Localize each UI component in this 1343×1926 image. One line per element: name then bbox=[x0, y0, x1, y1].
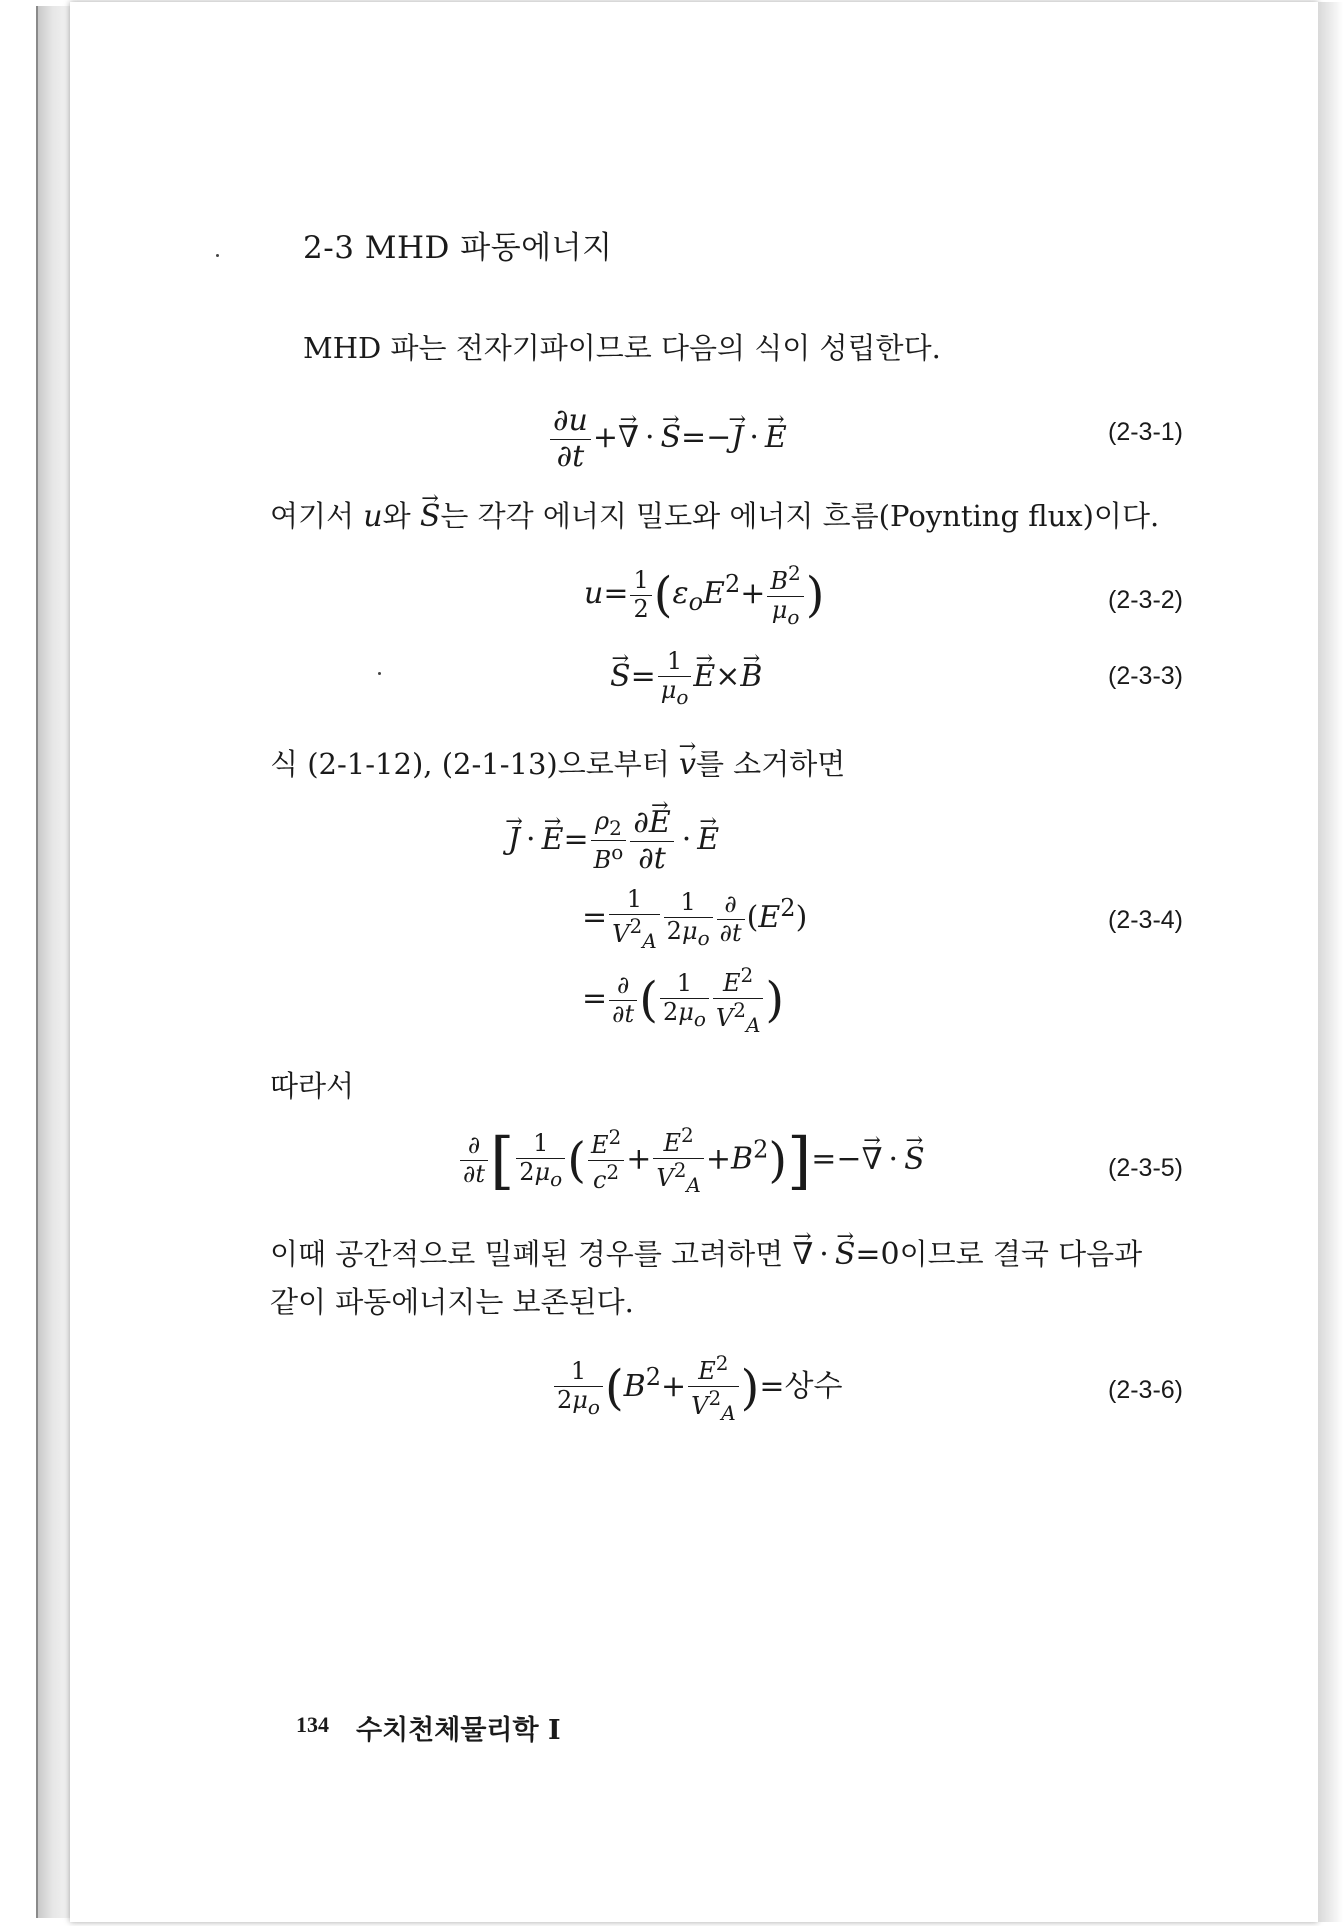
paragraph-closed-space bbox=[270, 1232, 1142, 1273]
book-page-edge bbox=[1318, 2, 1343, 1922]
section-title: 2-3 MHD 파동에너지 bbox=[303, 230, 613, 266]
text-fragment: 는 각각 에너지 밀도와 에너지 흐름(Poynting flux)이다. bbox=[440, 499, 1160, 533]
paragraph-therefore: 따라서 bbox=[270, 1069, 355, 1103]
paragraph-conserved: 같이 파동에너지는 보존된다. bbox=[270, 1285, 634, 1319]
symbol-v: → v bbox=[679, 747, 696, 782]
equation-2-3-6: $\frac{1}{2\mu_o}$ ($B^2+$ $\frac{E^2}{V^2_A}$ )=상수 bbox=[552, 1352, 843, 1424]
symbol-u: u bbox=[363, 499, 383, 534]
paragraph-intro: MHD 파는 전자기파이므로 다음의 식이 성립한다. bbox=[303, 331, 941, 365]
equation-2-3-5: $\frac{\partial}{\partial t}$ [ $\frac{1}{2\mu_o}$ ( $\frac{E^2}{c^2}$ + $\frac{E^2}{V^2_A}$ $+B^2)]=-\to$ ∇ ·→ S bbox=[458, 1124, 925, 1197]
scan-speck bbox=[216, 254, 219, 257]
text-fragment: 식 (2-1-12), (2-1-13)으로부터 bbox=[270, 747, 679, 781]
paragraph-eliminate bbox=[270, 742, 845, 783]
scan-speck bbox=[378, 672, 381, 675]
equation-number: (2-3-3) bbox=[1108, 662, 1184, 690]
equation-rhs: =상수 bbox=[759, 1369, 843, 1405]
text-fragment: 여기서 bbox=[270, 499, 364, 533]
equation-2-3-3: → S= $\frac{1}{\mu_o}$ → E×→ B bbox=[610, 648, 762, 708]
equation-number: (2-3-5) bbox=[1108, 1154, 1184, 1182]
equation-2-3-4-line-2: = $\frac{1}{V^2_A}$ $\frac{1}{2\mu_o}$ $\frac{\partial}{\partial t}$ $(E^2)$ bbox=[582, 885, 808, 953]
divergence-zero: → ∇ ·→ S=0 bbox=[792, 1237, 899, 1272]
equation-2-3-4-line-1: → J ·→ E= $\frac{\rho_2}{B^o}$ $\frac{\partial\to E}{\partial t}$ ·→ E bbox=[508, 806, 719, 876]
text-fragment: 이므로 결국 다음과 bbox=[899, 1237, 1143, 1271]
equation-2-3-1: $\frac{\partial u}{\partial t}$ +→ ∇ ·→ S=−→ J ·→ E bbox=[548, 404, 787, 474]
book-title: 수치천체물리학 I bbox=[356, 1715, 561, 1746]
equation-number: (2-3-6) bbox=[1108, 1376, 1184, 1404]
text-fragment: 와 bbox=[382, 499, 420, 533]
paragraph-definitions bbox=[270, 494, 1159, 535]
text-fragment: 이때 공간적으로 밀폐된 경우를 고려하면 bbox=[270, 1237, 793, 1271]
equation-number: (2-3-4) bbox=[1108, 906, 1184, 934]
book-spine bbox=[36, 6, 74, 1918]
equation-2-3-4-line-3: = $\frac{\partial}{\partial t}$ ( $\frac{1}{2\mu_o}$ $\frac{E^2}{V^2_A}$ ) bbox=[582, 963, 785, 1037]
symbol-S: → S bbox=[420, 499, 441, 534]
equation-2-3-2: u= $\frac{1}{2}$ ($\varepsilon_oE^2+$ $\frac{B^2}{\mu_o}$ ) bbox=[584, 561, 825, 629]
equation-number: (2-3-2) bbox=[1108, 586, 1184, 614]
book-page bbox=[70, 2, 1318, 1922]
page-number: 134 bbox=[296, 1712, 329, 1737]
equation-number: (2-3-1) bbox=[1108, 418, 1184, 446]
text-fragment: 를 소거하면 bbox=[695, 747, 846, 781]
